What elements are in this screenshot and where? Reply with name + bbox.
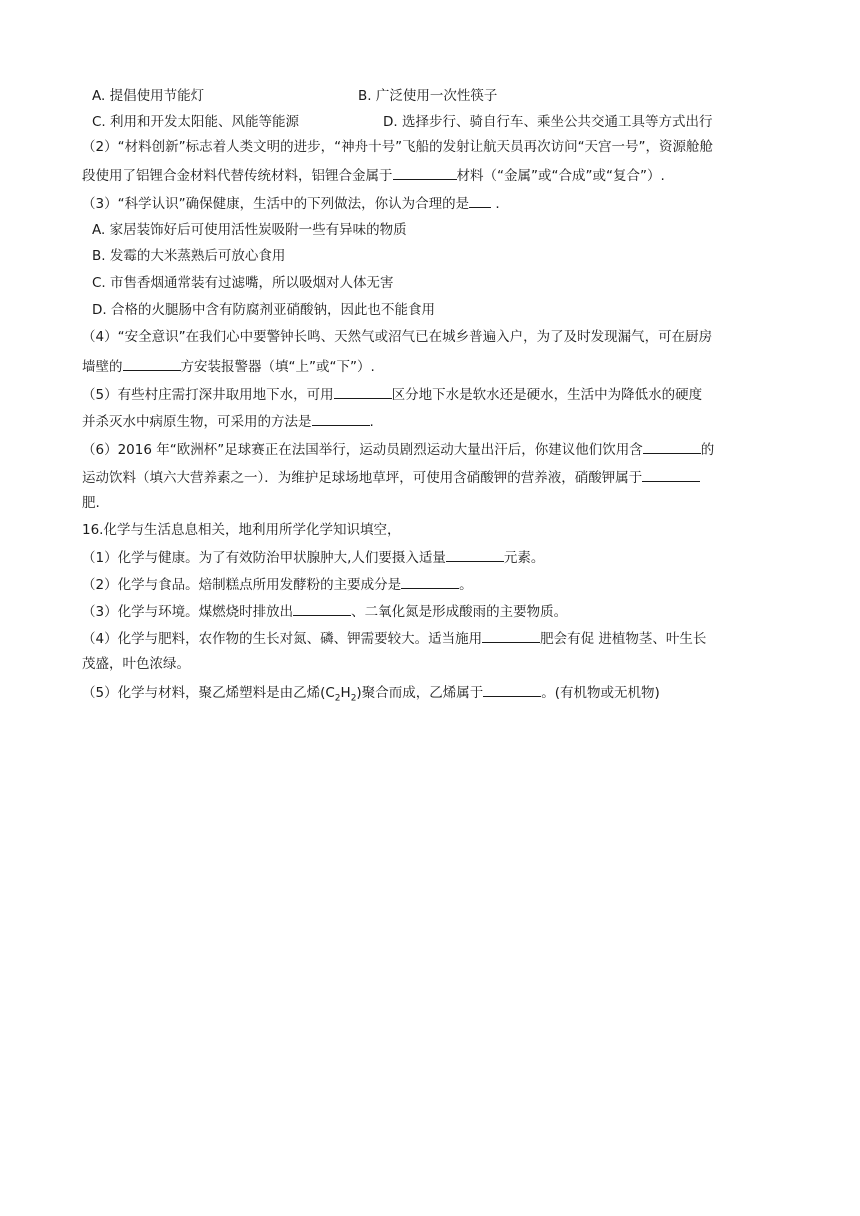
q16-stem: 16.化学与生活息息相关，地利用所学化学知识填空，: [82, 522, 401, 538]
q16-part2-text-b: 。: [459, 577, 473, 593]
q15-part6-line2: [82, 466, 782, 488]
q16-part5-text-c: 。(有机物或无机物): [541, 685, 660, 701]
answer-blank-element[interactable]: [446, 546, 504, 562]
answer-blank-soft-hard-water[interactable]: [334, 383, 392, 399]
q16-part5-text-a: （5）化学与材料，聚乙烯塑料是由乙烯(C: [82, 685, 335, 701]
option-c-solar-wind-energy: C. 利用和开发太阳能、风能等能源: [92, 114, 300, 130]
q16-part4-text-b: 肥会有促 进植物茎、叶生长: [540, 631, 707, 647]
q15-part6-text-b: 的: [700, 442, 715, 458]
q15-part3-text-b: .: [491, 196, 500, 212]
answer-blank-organic-inorganic[interactable]: [483, 681, 541, 697]
q15-part4-text-b: 方安装报警器（填“上”或“下”）.: [180, 359, 375, 375]
q16-part1-text-a: （1）化学与健康。为了有效防治甲状腺肿大,人们要摄入适量: [82, 550, 446, 566]
q15-part6-text-a: （6）2016 年“欧洲杯”足球赛正在法国举行，运动员剧烈运动大量出汗后，你建议他们饮用含: [82, 442, 643, 458]
answer-blank-reasonable-practice[interactable]: [469, 192, 491, 208]
option-a-activated-carbon: A. 家居装饰好后可使用活性炭吸附一些有异味的物质: [92, 222, 407, 238]
answer-blank-alloy-material[interactable]: [393, 164, 457, 180]
q15-part4-line2: [82, 355, 782, 377]
subscript-c2: 2: [334, 693, 341, 703]
subscript-h2: 2: [350, 693, 357, 703]
q15-part5-text-b: 区分地下水是软水还是硬水，生活中为降低水的硬度: [391, 387, 703, 403]
option-a-energy-saving-lamp: A. 提倡使用节能灯: [92, 88, 205, 104]
q16-part1: [82, 546, 782, 568]
q16-part5-h: H: [340, 685, 351, 701]
q15-part2-line1: （2）“材料创新”标志着人类文明的进步，“神舟十号”飞船的发射让航天员再次访问“天宫一号”，资源舱舱: [82, 139, 714, 155]
q16-part3-text-b: 、二氧化氮是形成酸雨的主要物质。: [351, 604, 568, 620]
q16-part3-text-a: （3）化学与环境。煤燃烧时排放出: [82, 604, 294, 620]
q16-part4-line1: [82, 627, 782, 649]
q15-part2-text-b: 材料（“金属”或“合成”或“复合”）.: [456, 168, 665, 184]
q15-part2-line2: [82, 164, 782, 186]
q15-part3-stem: [82, 192, 782, 214]
answer-blank-acid-rain-gas[interactable]: [293, 600, 351, 616]
option-c-cigarette-filter: C. 市售香烟通常装有过滤嘴，所以吸烟对人体无害: [92, 275, 394, 291]
q16-part5-text-b: )聚合而成，乙烯属于: [356, 685, 484, 701]
q15-part3-text-a: （3）“科学认识”确保健康，生活中的下列做法，你认为合理的是: [82, 196, 470, 212]
answer-blank-fertilizer-type[interactable]: [642, 466, 700, 482]
q15-part5-text-c: 并杀灭水中病原生物，可采用的方法是: [82, 414, 312, 430]
answer-blank-nutrient[interactable]: [643, 438, 701, 454]
q15-part4-text-a: 墙壁的: [82, 359, 123, 375]
q15-part2-text-a: 段使用了铝锂合金材料代替传统材料，铝锂合金属于: [82, 168, 393, 184]
answer-blank-baking-powder[interactable]: [401, 573, 459, 589]
option-d-ham-sausage: D. 合格的火腿肠中含有防腐剂亚硝酸钠，因此也不能食用: [92, 302, 435, 318]
q16-part3: [82, 600, 782, 622]
q15-part5-line1: [82, 383, 782, 405]
q16-part2: [82, 573, 782, 595]
q15-part6-line1: [82, 438, 782, 460]
option-b-moldy-rice: B. 发霉的大米蒸熟后可放心食用: [92, 248, 286, 264]
q15-part6-line3: 肥.: [82, 495, 100, 511]
answer-blank-fertilizer[interactable]: [482, 627, 540, 643]
q15-part5-line2: [82, 410, 782, 432]
q16-part4-line2: 茂盛，叶色浓绿。: [82, 656, 190, 672]
q16-part5: [82, 681, 782, 703]
answer-blank-alarm-position[interactable]: [123, 355, 181, 371]
q15-part5-text-a: （5）有些村庄需打深井取用地下水，可用: [82, 387, 334, 403]
answer-blank-lower-hardness-method[interactable]: [312, 410, 370, 426]
option-b-disposable-chopsticks: B. 广泛使用一次性筷子: [358, 88, 498, 104]
q16-part4-text-a: （4）化学与肥料，农作物的生长对氮、磷、钾需要较大。适当施用: [82, 631, 483, 647]
option-d-green-travel: D. 选择步行、骑自行车、乘坐公共交通工具等方式出行: [383, 114, 713, 130]
q15-part5-text-d: .: [369, 414, 374, 430]
q16-part1-text-b: 元素。: [503, 550, 545, 566]
q15-part4-line1: （4）“安全意识”在我们心中要警钟长鸣、天然气或沼气已在城乡普遍入户，为了及时发现漏气，可在厨房: [82, 329, 713, 345]
q16-part2-text-a: （2）化学与食品。焙制糕点所用发酵粉的主要成分是: [82, 577, 402, 593]
q15-part6-text-c: 运动饮料（填六大营养素之一）．为维护足球场地草坪，可使用含硝酸钾的营养液，硝酸钾属于: [82, 470, 643, 486]
